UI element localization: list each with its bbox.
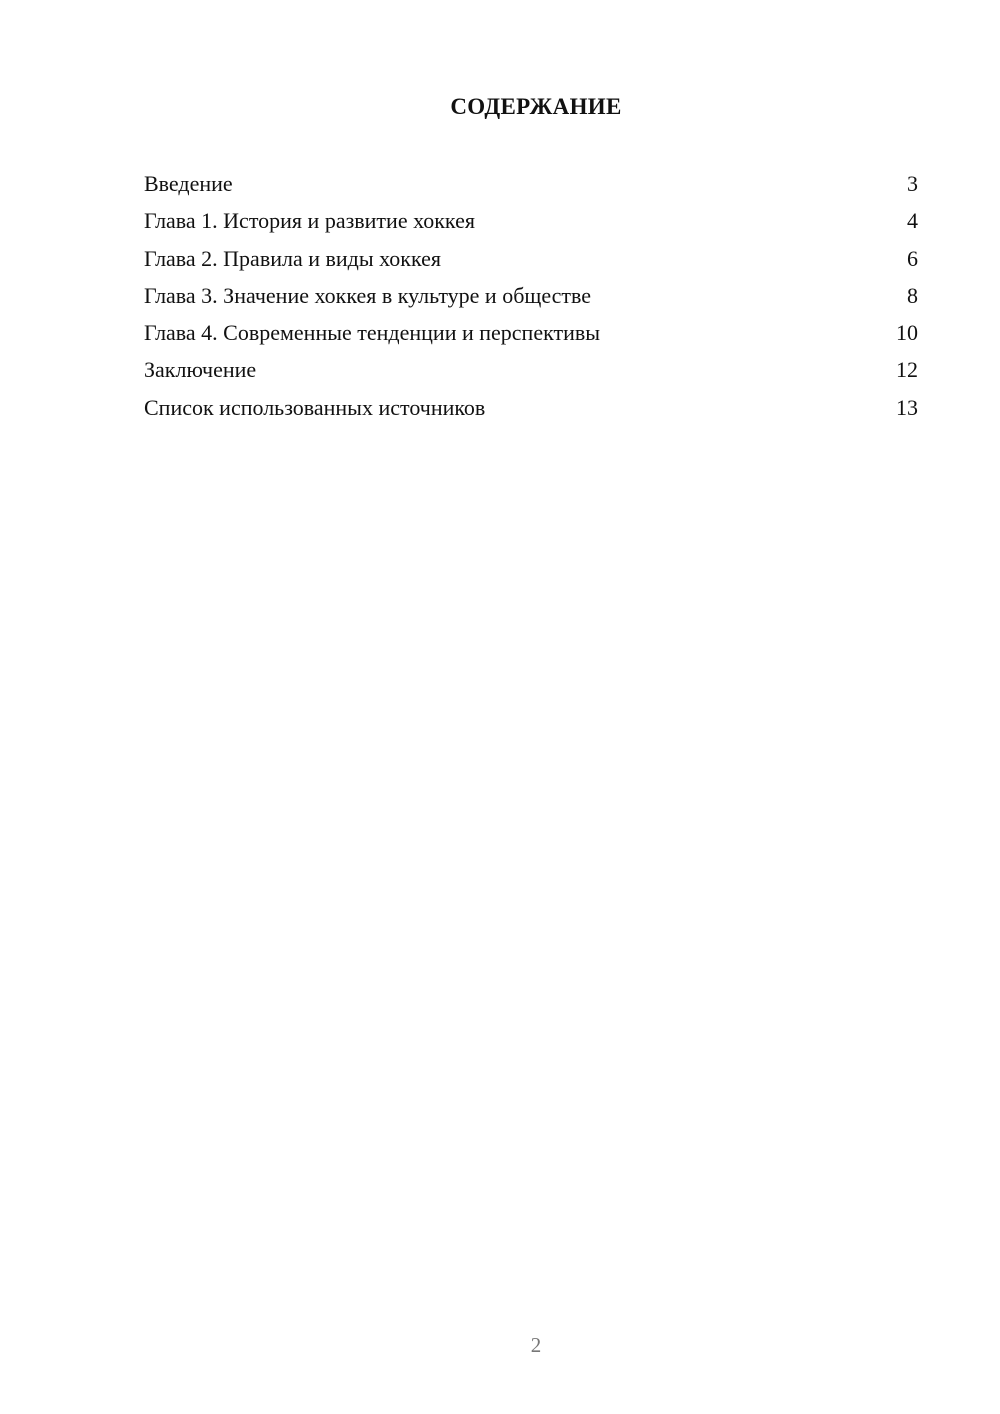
page-number: 2: [530, 1333, 542, 1357]
toc-entry-chapter-3: [144, 280, 918, 317]
toc-entry-page: 6: [907, 245, 918, 271]
toc-entry-page: 10: [896, 320, 918, 346]
toc-entry-references: [144, 392, 918, 429]
toc-entry-chapter-1: [144, 205, 918, 242]
toc-entry-page: 13: [896, 394, 918, 420]
toc-entry-label: Глава 1. История и развитие хоккея: [144, 208, 475, 234]
toc-entry-page: 4: [907, 208, 918, 234]
toc-entry-label: Глава 2. Правила и виды хоккея: [144, 245, 442, 271]
toc-entry-page: 3: [907, 171, 918, 196]
toc-entry-label: Введение: [144, 171, 233, 196]
toc-entry-page: 8: [907, 282, 918, 308]
toc-entry-label: Список использованных источников: [144, 394, 486, 420]
toc-entry-conclusion: [144, 354, 918, 391]
toc-entry-page: 12: [896, 357, 918, 383]
toc-entry-label: Заключение: [144, 357, 257, 383]
toc-entry-label: Глава 4. Современные тенденции и перспективы: [144, 320, 601, 346]
page-title: СОДЕРЖАНИЕ: [450, 94, 622, 119]
toc-entry-introduction: [144, 168, 918, 205]
toc-entry-label: Глава 3. Значение хоккея в культуре и обществе: [144, 282, 592, 308]
table-of-contents: [144, 168, 918, 429]
toc-entry-chapter-4: [144, 317, 918, 354]
toc-entry-chapter-2: [144, 243, 918, 280]
